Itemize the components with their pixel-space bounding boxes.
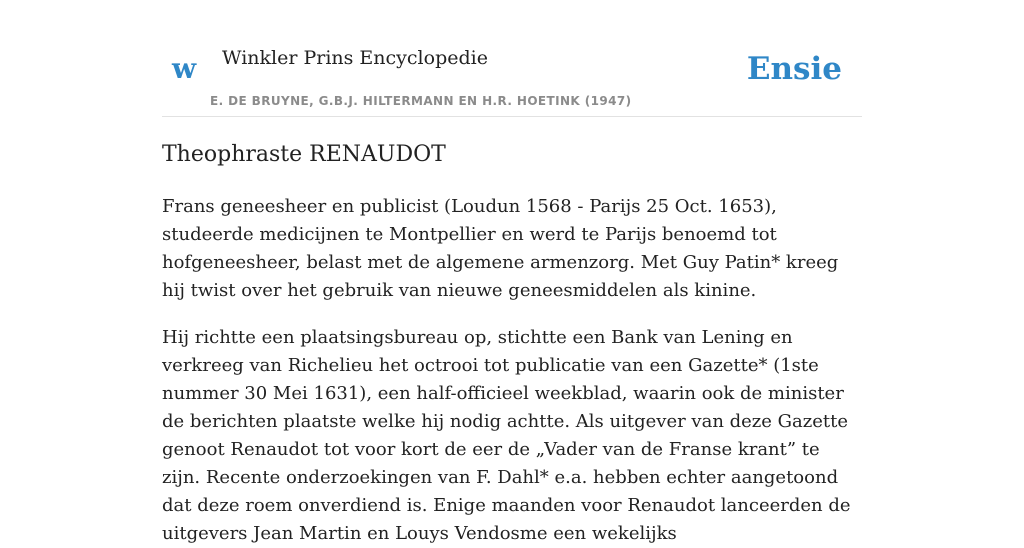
article-title: Theophraste RENAUDOT xyxy=(162,142,446,167)
site-header xyxy=(162,0,862,117)
article-paragraph: Hij richtte een plaatsingsbureau op, stichtte een Bank van Lening en verkreeg van Richelieu het octrooi tot publicatie van een Gazette* (1ste nummer 30 Mei 1631), een half-officieel weekblad, waarin ook de minister de berichten plaatste welke hij nodig achtte. Als uitgever van deze Gazette genoot Renaudot tot voor kort de eer de „Vader van de Franse krant” te zijn. Recente onderzoekingen van F. Dahl* e.a. hebben echter aangetoond dat deze roem onverdiend is. Enige maanden voor Renaudot lanceerden de uitgevers Jean Martin en Louys Vendosme een wekelijks xyxy=(162,327,851,544)
source-work-title[interactable]: Winkler Prins Encyclopedie xyxy=(222,47,488,69)
article-paragraph: Frans geneesheer en publicist (Loudun 1568 - Parijs 25 Oct. 1653), studeerde medicijnen te Montpellier en werd te Parijs benoemd tot hofgeneesheer, belast met de algemene armenzorg. Met Guy Patin* kreeg hij twist over het gebruik van nieuwe geneesmiddelen als kinine. xyxy=(162,196,839,301)
ensie-logo[interactable]: Ensie xyxy=(746,51,842,87)
winkler-prins-logo-icon[interactable]: w xyxy=(172,52,197,85)
article xyxy=(162,136,862,548)
source-authors: E. DE BRUYNE, G.B.J. HILTERMANN EN H.R. HOETINK (1947) xyxy=(210,94,632,108)
